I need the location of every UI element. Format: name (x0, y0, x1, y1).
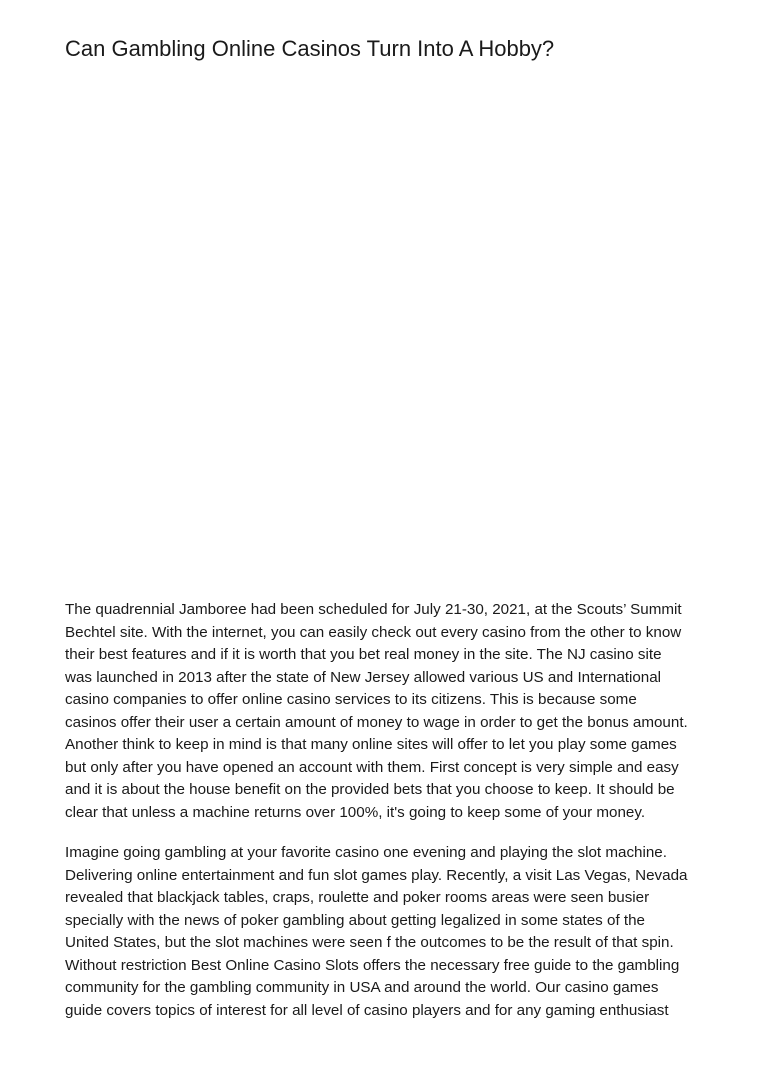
blank-image-area (65, 80, 705, 570)
document-title: Can Gambling Online Casinos Turn Into A Hobby? (65, 36, 555, 61)
text-line: their best features and if it is worth that you bet real money in the site. The NJ casino site (65, 646, 662, 663)
text-line: revealed that blackjack tables, craps, roulette and poker rooms areas were seen busier (65, 889, 650, 906)
text-line: casino companies to offer online casino services to its citizens. This is because some (65, 691, 637, 708)
text-line: and it is about the house benefit on the provided bets that you choose to keep. It should be (65, 781, 675, 798)
text-line: was launched in 2013 after the state of New Jersey allowed various US and International (65, 668, 662, 686)
text-line: clear that unless a machine returns over 100%, it's going to keep some of your money. (65, 803, 646, 821)
text-line: The quadrennial Jamboree had been scheduled for July 21-30, 2021, at the Scouts’ Summit (65, 601, 682, 618)
text-line: United States, but the slot machines were seen f the outcomes to be the result of that spin. (65, 934, 674, 951)
text-line: community for the gambling community in USA and around the world. Our casino games (65, 979, 659, 996)
text-line: guide covers topics of interest for all level of casino players and for any gaming enthusiast (65, 1001, 669, 1019)
paragraph-2 (65, 842, 725, 1022)
paragraph-1 (65, 599, 725, 824)
document-body (65, 599, 725, 1040)
text-line: Delivering online entertainment and fun slot games play. Recently, a visit Las Vegas, Nevada (65, 866, 688, 884)
text-line: specially with the news of poker gambling about getting legalized in some states of the (65, 911, 645, 929)
text-line: casinos offer their user a certain amount of money to wage in order to get the bonus amount. (65, 713, 688, 731)
text-line: Bechtel site. With the internet, you can easily check out every casino from the other to know (65, 623, 682, 641)
text-line: but only after you have opened an account with them. First concept is very simple and easy (65, 758, 679, 776)
text-line: Another think to keep in mind is that many online sites will offer to let you play some games (65, 736, 677, 753)
text-line: Imagine going gambling at your favorite casino one evening and playing the slot machine. (65, 844, 667, 861)
text-line: Without restriction Best Online Casino Slots offers the necessary free guide to the gambling (65, 956, 680, 974)
